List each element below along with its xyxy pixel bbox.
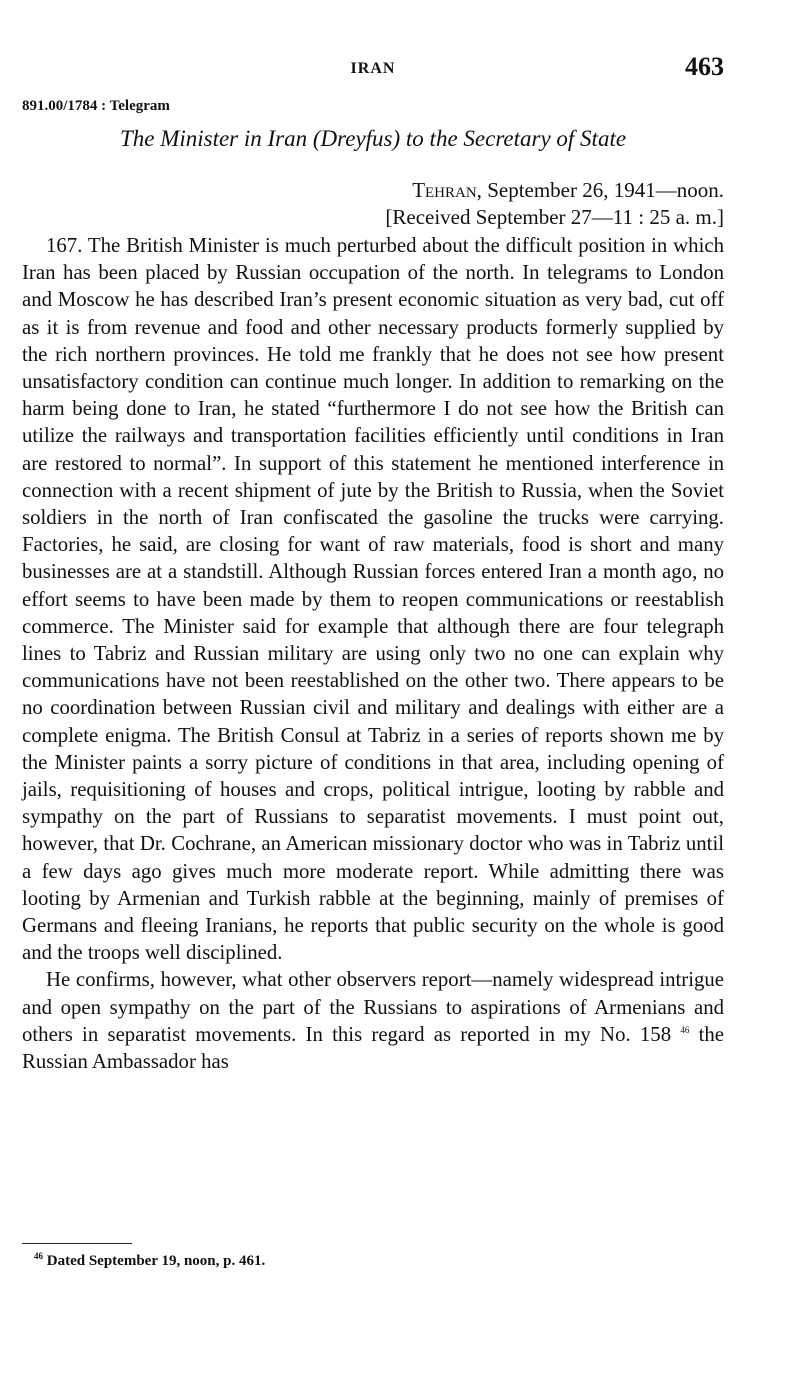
footnote-reference: 46 — [680, 1024, 690, 1035]
dateline-received: [Received September 27—11 : 25 a. m.] — [385, 205, 724, 229]
dateline-place: Tehran, — [412, 178, 482, 202]
page-number: 463 — [685, 52, 724, 81]
footnote-text: Dated September 19, noon, p. 461. — [43, 1253, 266, 1269]
telegram-body — [22, 232, 724, 1075]
dateline — [385, 177, 724, 231]
document-page — [22, 0, 724, 1380]
paragraph-2 — [22, 966, 724, 1075]
paragraph-2-end: the Russian Ambassador has — [22, 1022, 725, 1074]
dateline-sent — [385, 177, 724, 204]
footnote — [34, 1253, 265, 1270]
dateline-date: September 26, 1941—noon. — [481, 178, 724, 202]
footnote-divider — [22, 1243, 132, 1244]
paragraph-2-start: He confirms, however, what other observers report—namely widespread intrigue and open sympathy on the part of the Russians to aspirations of Armenians and others in separatist movements. In this regard as reported in my No. 158 — [22, 968, 724, 1046]
paragraph-1: 167. The British Minister is much perturbed about the difficult position in which Iran has been placed by Russian occupation of the north. In telegrams to London and Moscow he has described Iran’s present economic situation as very bad, cut off as it is from revenue and food and other necessary products formerly supplied by the rich northern provinces. He told me frankly that he does not see how present unsatisfactory condition can continue much longer. In addition to remarking on the harm being done to Iran, he stated “furthermore I do not see how the British can utilize the railways and transportation facilities efficiently until conditions in Iran are restored to normal”. In support of this statement he mentioned interference in connection with a recent shipment of jute by the British to Russia, when the Soviet soldiers in the north of Iran confiscated the gasoline the trucks were carrying. Factories, he said, are closing for want of raw materials, food is short and many businesses are at a standstill. Although Russian forces entered Iran a month ago, no effort seems to have been made by them to reopen communications or reestablish commerce. The Minister said for example that although there are four telegraph lines to Tabriz and Russian military are using only two no one can explain why communications have not been reestablished on the other two. There appears to be no coordination between Russian civil and military and dealings with either are a complete enigma. The British Consul at Tabriz in a series of reports shown me by the Minister paints a sorry picture of conditions in that area, including opening of jails, requisitioning of houses and crops, political intrigue, looting by rabble and sympathy on the part of Russians to separatist movements. I must point out, however, that Dr. Cochrane, an American missionary doctor who was in Tabriz until a few days ago gives much more moderate report. While admitting there was looting by Armenian and Turkish rabble at the beginning, mainly of premises of Germans and fleeing Iranians, he reports that public security on the whole is good and the troops well disciplined. — [22, 234, 724, 965]
footnote-marker: 46 — [34, 1251, 43, 1261]
running-title: IRAN — [350, 60, 396, 77]
running-head — [22, 52, 724, 86]
file-reference: 891.00/1784 : Telegram — [22, 98, 170, 114]
document-title: The Minister in Iran (Dreyfus) to the Secretary of State — [119, 126, 627, 151]
